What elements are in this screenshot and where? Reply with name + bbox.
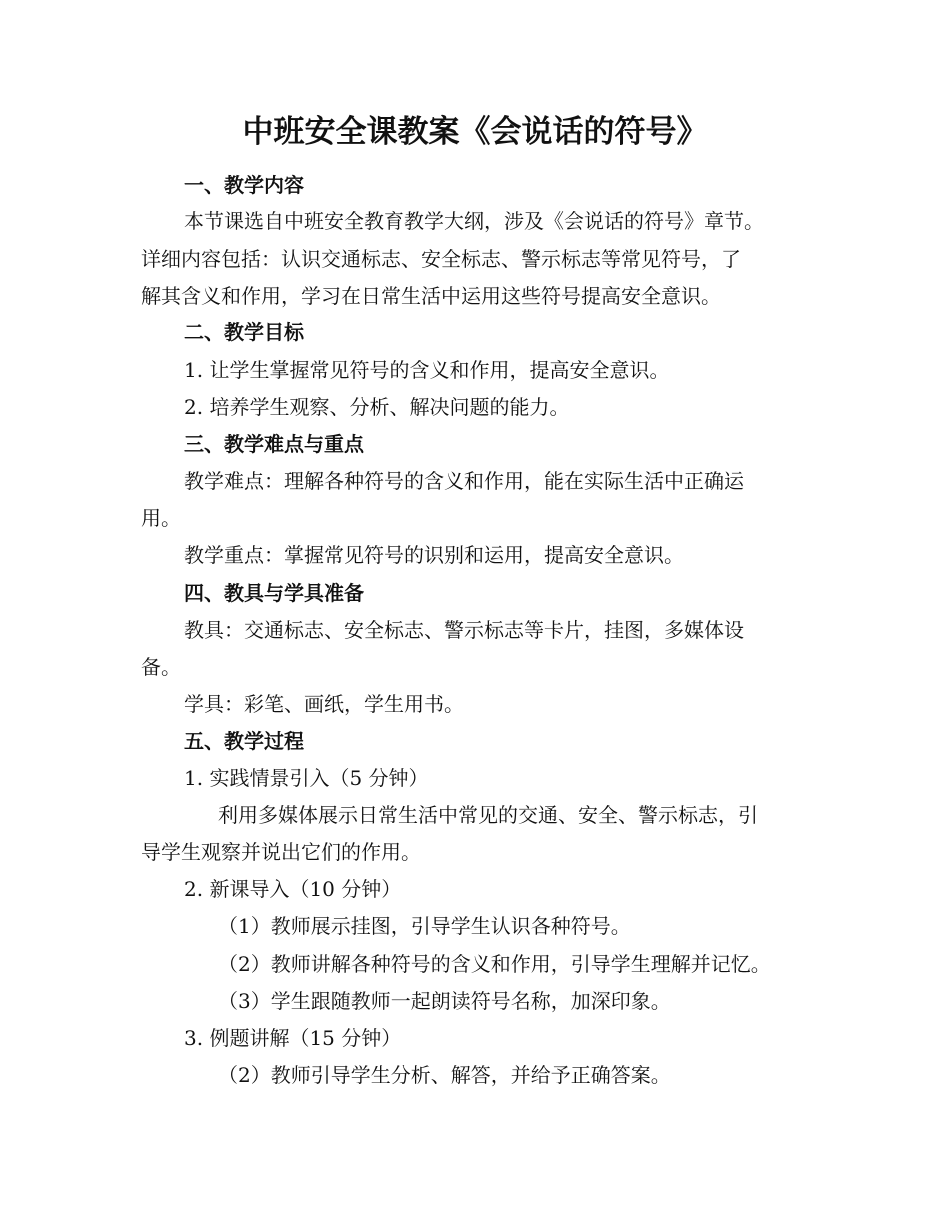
paragraph-line: 教具：交通标志、安全标志、警示标志等卡片，挂图，多媒体设 xyxy=(184,618,744,642)
paragraph-line: 本节课选自中班安全教育教学大纲，涉及《会说话的符号》章节。 xyxy=(184,209,764,233)
list-item: 3. 例题讲解（15 分钟） xyxy=(184,1026,402,1050)
paragraph-line: 教学重点：掌握常见符号的识别和运用，提高安全意识。 xyxy=(184,543,684,567)
sub-list-item: （2）教师讲解各种符号的含义和作用，引导学生理解并记忆。 xyxy=(218,952,771,976)
paragraph-line: 教学难点：理解各种符号的含义和作用，能在实际生活中正确运 xyxy=(184,469,744,493)
sub-list-item: （2）教师引导学生分析、解答，并给予正确答案。 xyxy=(218,1063,671,1087)
list-item: 1. 实践情景引入（5 分钟） xyxy=(184,766,429,790)
list-item: 2. 新课导入（10 分钟） xyxy=(184,877,402,901)
sub-list-item: （1）教师展示挂图，引导学生认识各种符号。 xyxy=(218,914,631,938)
section-heading-content: 一、教学内容 xyxy=(184,173,304,197)
page-title: 中班安全课教案《会说话的符号》 xyxy=(242,114,708,150)
paragraph-line: 学具：彩笔、画纸，学生用书。 xyxy=(184,692,464,716)
paragraph-line: 详细内容包括：认识交通标志、安全标志、警示标志等常见符号，了 xyxy=(141,247,741,271)
paragraph-line: 导学生观察并说出它们的作用。 xyxy=(141,840,421,864)
section-heading-objectives: 二、教学目标 xyxy=(184,320,304,344)
section-heading-materials: 四、教具与学具准备 xyxy=(184,581,364,605)
paragraph-line: 利用多媒体展示日常生活中常见的交通、安全、警示标志，引 xyxy=(218,803,758,827)
section-heading-difficulties: 三、教学难点与重点 xyxy=(184,432,364,456)
paragraph-line: 用。 xyxy=(141,506,181,530)
list-item: 2. 培养学生观察、分析、解决问题的能力。 xyxy=(184,395,570,419)
sub-list-item: （3）学生跟随教师一起朗读符号名称，加深印象。 xyxy=(218,989,671,1013)
list-item: 1. 让学生掌握常见符号的含义和作用，提高安全意识。 xyxy=(184,358,670,382)
section-heading-process: 五、教学过程 xyxy=(184,729,304,753)
paragraph-line: 解其含义和作用，学习在日常生活中运用这些符号提高安全意识。 xyxy=(141,284,721,308)
paragraph-line: 备。 xyxy=(141,655,181,679)
